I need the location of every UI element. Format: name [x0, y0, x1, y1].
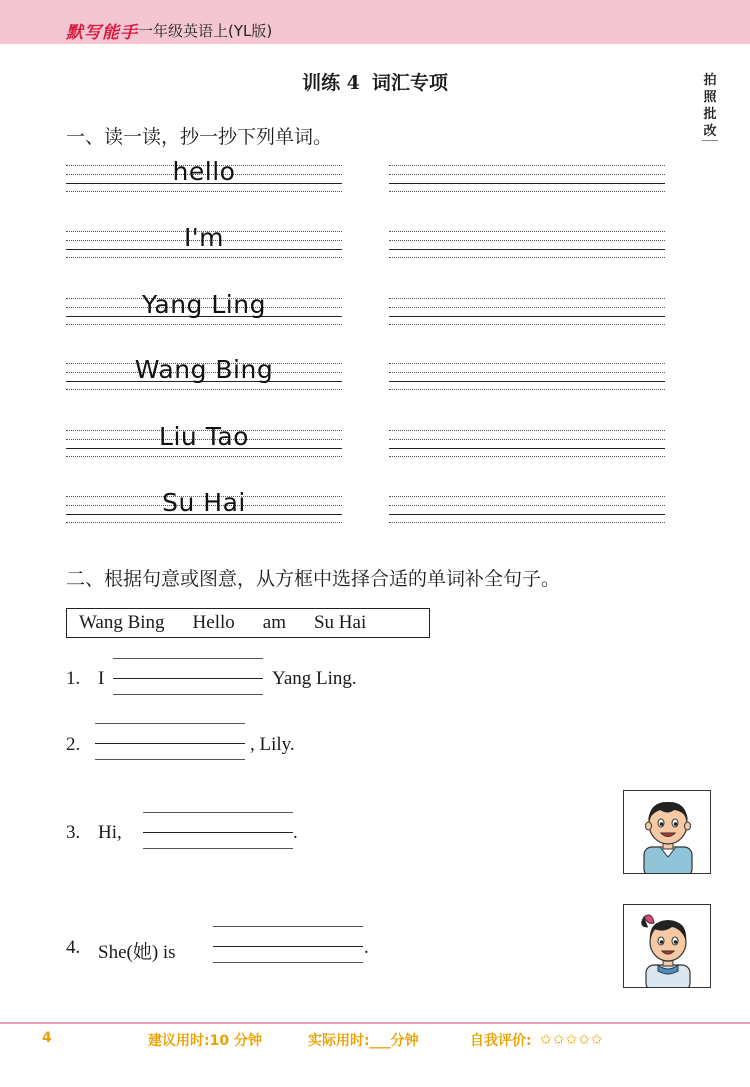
question-3-number: 3.: [66, 822, 81, 843]
question-4-number: 4.: [66, 937, 81, 958]
model-word: Yang Ling: [142, 290, 266, 319]
question-4-after: .: [364, 937, 369, 958]
word-bank-item: Hello: [192, 612, 235, 633]
word-bank-item: Su Hai: [313, 612, 367, 633]
copy-writing-grid[interactable]: [389, 496, 665, 523]
model-word-grid: [66, 355, 342, 390]
section-2-heading: 二、根据句意或图意，从方框中选择合适的单词补全句子。: [66, 568, 561, 590]
question-3-after: .: [293, 822, 298, 843]
question-4-blank[interactable]: [213, 926, 363, 966]
copy-writing-grid[interactable]: [389, 231, 665, 258]
question-2-blank[interactable]: [95, 723, 245, 763]
model-word-grid: [66, 290, 342, 325]
model-word-grid: [66, 157, 342, 192]
self-evaluation-label: 自我评价:: [470, 1033, 532, 1049]
title-main: 词汇专项: [371, 72, 448, 94]
model-word: Wang Bing: [134, 355, 274, 384]
girl-picture: [623, 904, 711, 988]
word-bank-box: [66, 608, 430, 638]
book-title: 一年级英语上(YL版): [138, 22, 273, 40]
footer-divider: [0, 1022, 750, 1024]
model-word: Su Hai: [162, 488, 246, 517]
copy-writing-grid[interactable]: [389, 298, 665, 325]
question-4-before: She(她) is: [98, 942, 176, 963]
title-prefix: 训练 4: [302, 72, 360, 94]
question-1-before: I: [98, 668, 105, 689]
copy-writing-grid[interactable]: [389, 165, 665, 192]
question-3-before: Hi,: [98, 822, 122, 843]
question-1-number: 1.: [66, 668, 81, 689]
side-divider: [702, 140, 718, 141]
question-2-after: , Lily.: [250, 734, 295, 755]
page-number: 4: [42, 1030, 52, 1046]
boy-picture: [623, 790, 711, 874]
page-title: [0, 68, 750, 95]
word-bank-item: am: [262, 612, 286, 633]
series-name: 默写能手: [66, 23, 138, 43]
self-evaluation-stars[interactable]: ✩✩✩✩✩: [540, 1032, 604, 1048]
photo-correction-note: 拍照批改: [703, 73, 717, 139]
copy-writing-grid[interactable]: [389, 363, 665, 390]
model-word-grid: [66, 223, 342, 258]
actual-time: 实际用时:___分钟: [308, 1033, 419, 1049]
question-2-number: 2.: [66, 734, 81, 755]
model-word-grid: [66, 488, 342, 523]
model-word-grid: [66, 422, 342, 457]
suggested-time: 建议用时:10 分钟: [148, 1033, 262, 1049]
model-word: hello: [172, 157, 236, 186]
word-bank-item: Wang Bing: [79, 612, 165, 633]
question-1-blank[interactable]: [113, 658, 263, 698]
question-1-after: Yang Ling.: [272, 668, 357, 689]
copy-writing-grid[interactable]: [389, 430, 665, 457]
section-1-heading: 一、读一读，抄一抄下列单词。: [66, 126, 333, 148]
question-3-blank[interactable]: [143, 812, 293, 852]
model-word: Liu Tao: [159, 422, 249, 451]
model-word: I'm: [183, 223, 225, 252]
